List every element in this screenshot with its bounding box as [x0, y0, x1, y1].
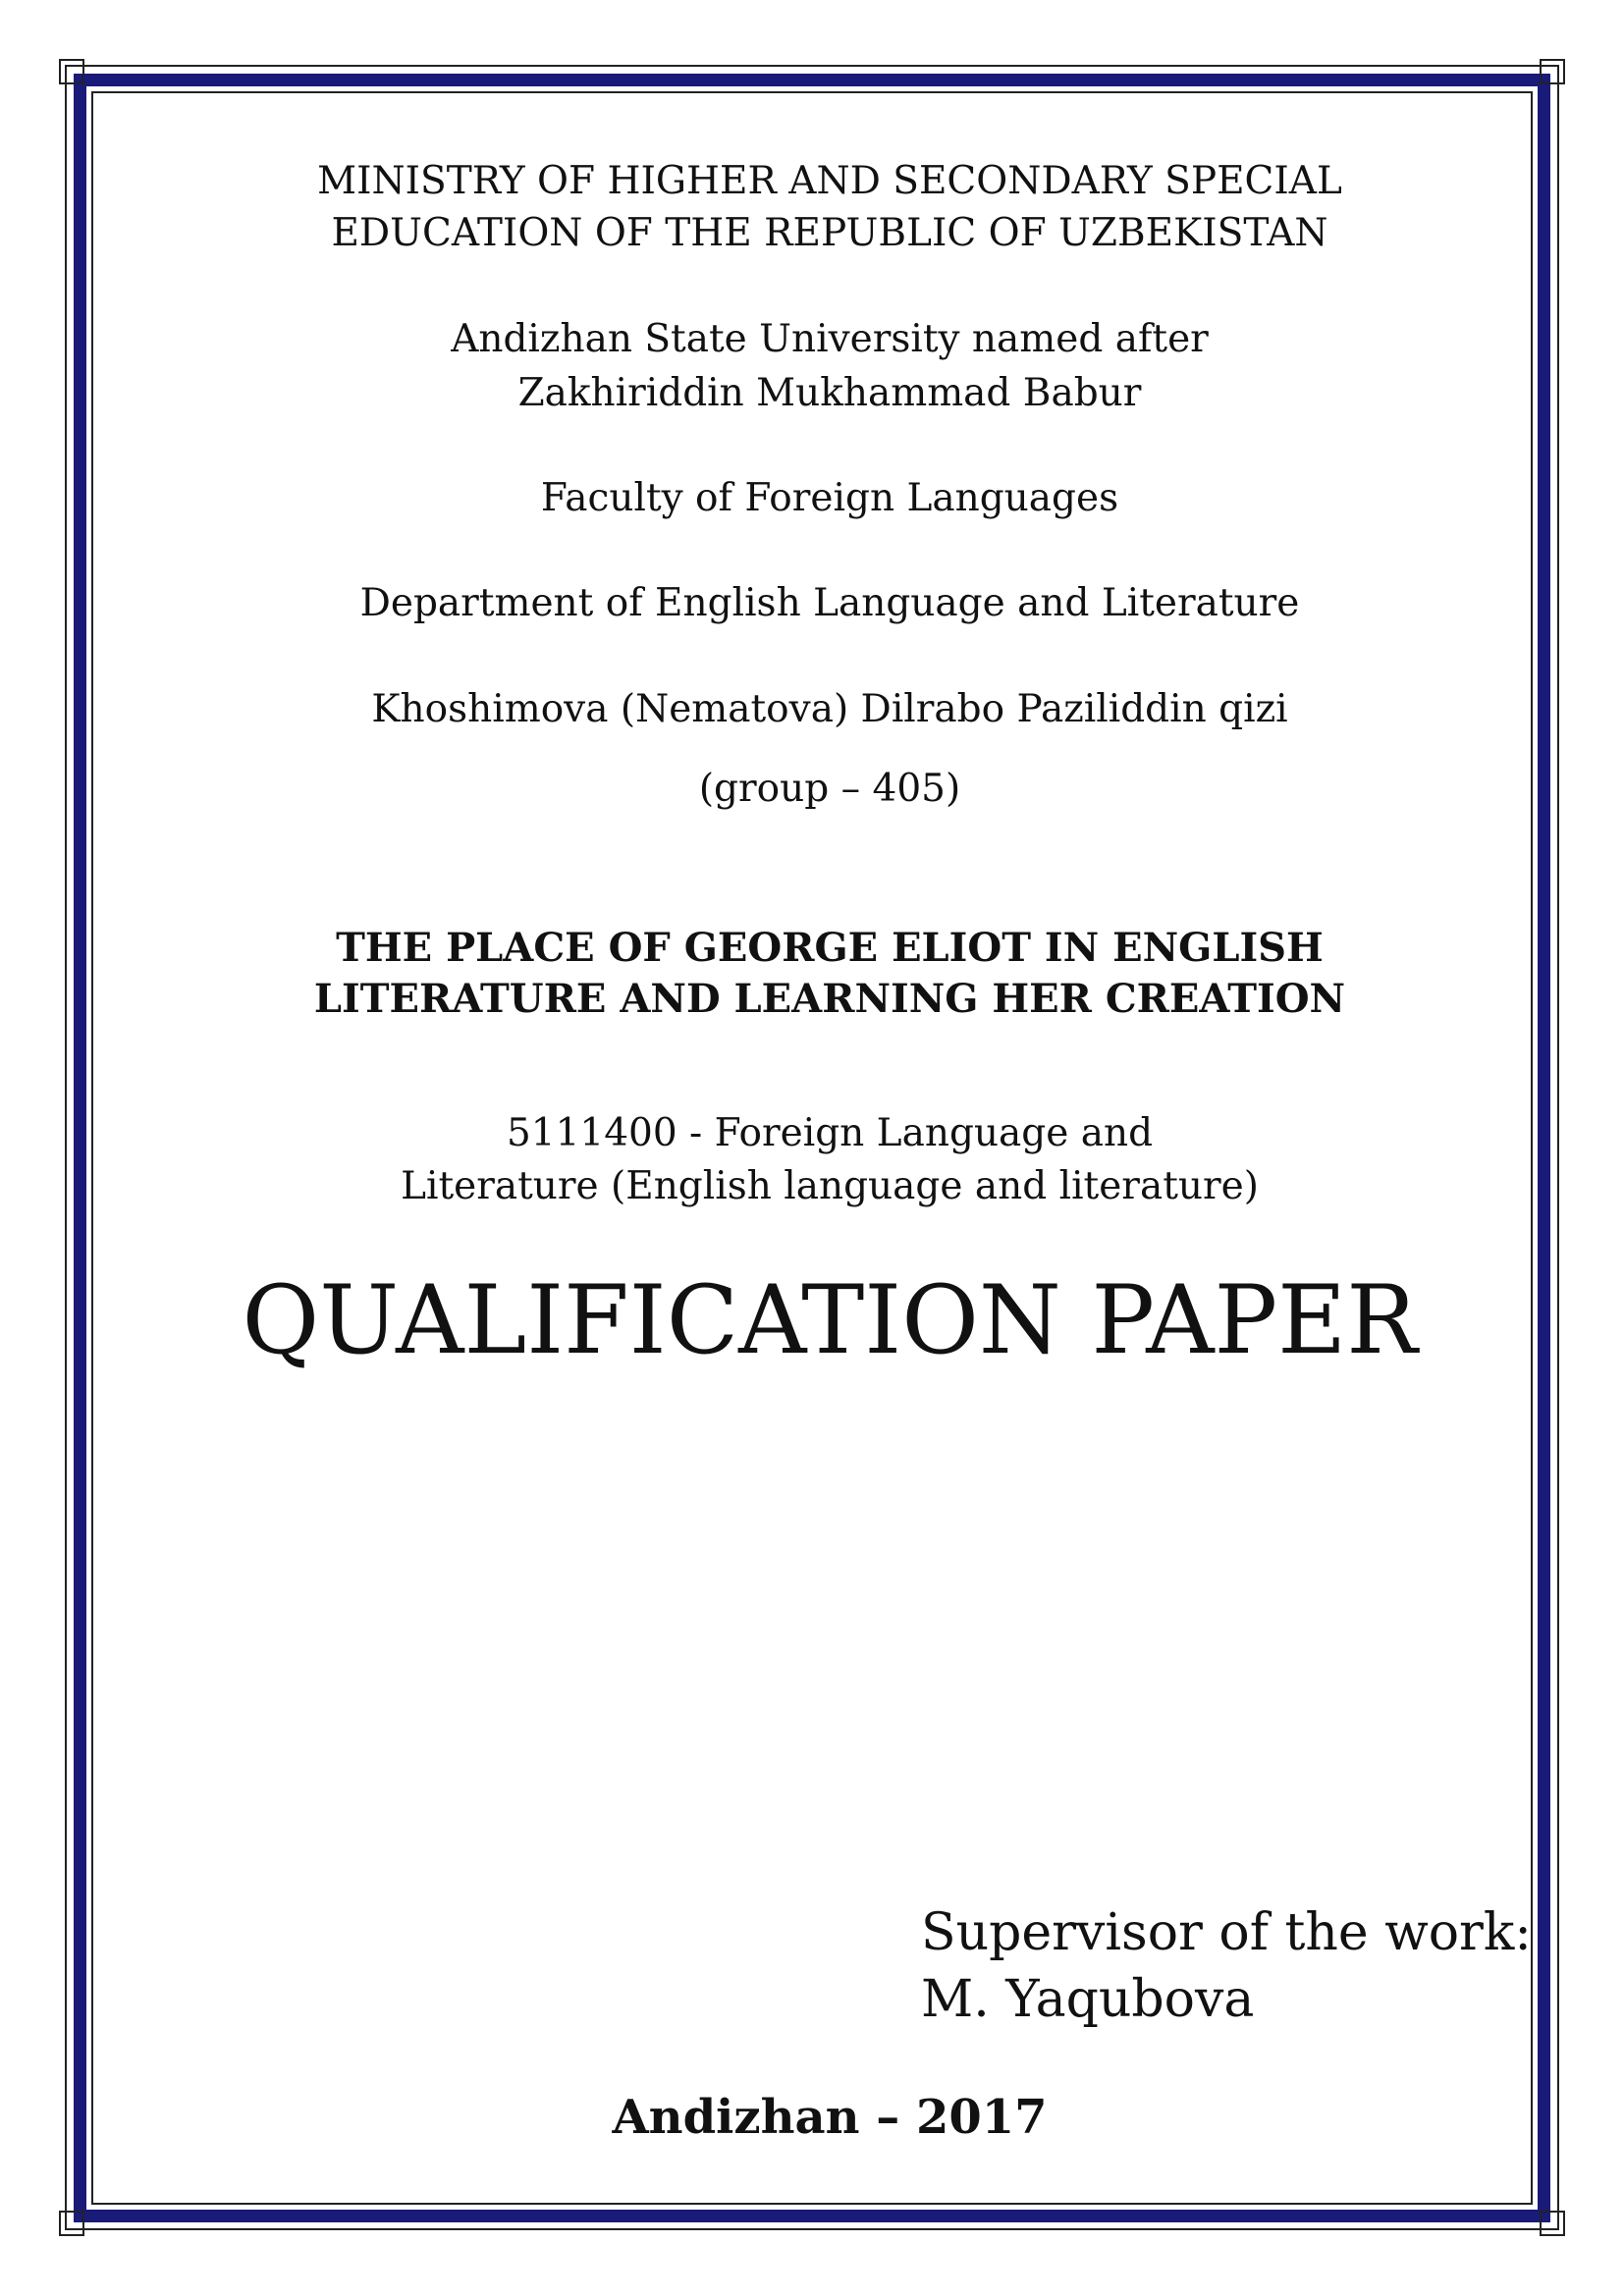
thesis-title-line1: THE PLACE OF GEORGE ELIOT IN ENGLISH [336, 925, 1324, 971]
frame-corner-ornament-top-left [59, 59, 84, 84]
faculty-name: Faculty of Foreign Languages [540, 476, 1119, 520]
document-type-heading: QUALIFICATION PAPER [242, 1265, 1418, 1375]
supervisor-name: M. Yaqubova [921, 1970, 1255, 2029]
frame-corner-ornament-bottom-left [59, 2211, 84, 2236]
specialty-line1: 5111400 - Foreign Language and [506, 1111, 1154, 1155]
frame-corner-ornament-bottom-right [1540, 2211, 1565, 2236]
university-name-line2: Zakhiriddin Mukhammad Babur [517, 371, 1142, 415]
city-year: Andizhan – 2017 [612, 2090, 1048, 2145]
ministry-heading-line1: MINISTRY OF HIGHER AND SECONDARY SPECIAL [317, 159, 1342, 203]
author-group: (group – 405) [698, 767, 961, 811]
author-name: Khoshimova (Nematova) Dilrabo Paziliddin qizi [371, 687, 1288, 731]
ministry-heading-line2: EDUCATION OF THE REPUBLIC OF UZBEKISTAN [331, 211, 1328, 255]
department-name: Department of English Language and Literature [359, 581, 1300, 625]
specialty-line2: Literature (English language and literature) [401, 1164, 1259, 1208]
university-name-line1: Andizhan State University named after [451, 317, 1209, 361]
frame-corner-ornament-top-right [1540, 59, 1565, 84]
supervisor-label: Supervisor of the work: [921, 1903, 1532, 1962]
thesis-title-line2: LITERATURE AND LEARNING HER CREATION [313, 976, 1346, 1022]
